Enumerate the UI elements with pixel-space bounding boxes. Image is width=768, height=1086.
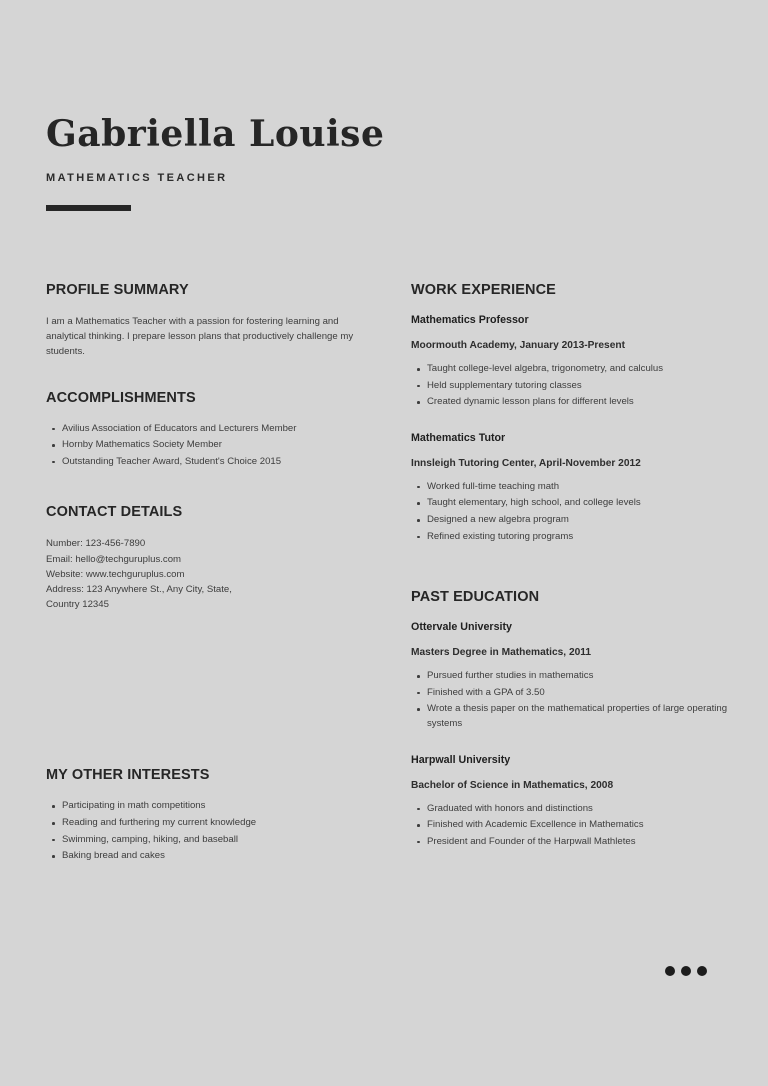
work-points-list: [411, 362, 731, 410]
section-other-interests: [46, 767, 356, 863]
left-column: [46, 282, 356, 866]
list-item: Graduated with honors and distinctions: [411, 802, 731, 817]
header-accent-bar: [46, 205, 131, 211]
education-degree: Masters Degree in Mathematics, 2011: [411, 647, 592, 659]
education-school: Ottervale University: [411, 621, 512, 634]
section-work-experience: [411, 282, 731, 544]
contact-email: Email: hello@techguruplus.com: [46, 553, 182, 565]
list-item: Held supplementary tutoring classes: [411, 379, 731, 394]
education-points-list: [411, 669, 731, 731]
contact-phone: Number: 123-456-7890: [46, 538, 146, 550]
work-experience-heading: WORK EXPERIENCE: [411, 282, 556, 298]
section-profile-summary: [46, 282, 356, 360]
work-entry: [411, 432, 731, 544]
work-organization: Innsleigh Tutoring Center, April-November 2012: [411, 457, 641, 469]
list-item: Baking bread and cakes: [46, 849, 356, 864]
list-item: President and Founder of the Harpwall Mathletes: [411, 835, 731, 850]
spacer-education: [411, 546, 731, 589]
candidate-name: Gabriella Louise: [46, 113, 385, 155]
work-organization: Moormouth Academy, January 2013-Present: [411, 340, 626, 351]
list-item: Reading and furthering my current knowledge: [46, 816, 356, 831]
contact-website: Website: www.techguruplus.com: [46, 568, 185, 580]
dot-icon: [681, 966, 691, 976]
list-item: Outstanding Teacher Award, Student's Choice 2015: [46, 455, 356, 470]
list-item: Taught elementary, high school, and college levels: [411, 496, 731, 511]
list-item: Pursued further studies in mathematics: [411, 669, 731, 684]
spacer-interests: [46, 612, 356, 767]
accomplishments-list: [46, 422, 356, 470]
other-interests-list: [46, 799, 356, 863]
dot-icon: [697, 966, 707, 976]
work-points-list: [411, 480, 731, 544]
list-item: Wrote a thesis paper on the mathematical properties of large operating systems: [411, 702, 731, 731]
spacer-profile: [46, 360, 356, 390]
list-item: Finished with Academic Excellence in Mathematics: [411, 818, 731, 833]
spacer-work-entry: [411, 412, 731, 432]
section-past-education: [411, 589, 731, 849]
list-item: Participating in math competitions: [46, 799, 356, 814]
decorative-dots: [665, 966, 707, 976]
contact-address-line-2: Country 12345: [46, 599, 109, 611]
section-accomplishments: [46, 390, 356, 470]
education-degree: Bachelor of Science in Mathematics, 2008: [411, 779, 614, 791]
work-entry: [411, 314, 731, 410]
list-item: Designed a new algebra program: [411, 513, 731, 528]
candidate-job-title: MATHEMATICS TEACHER: [46, 172, 228, 184]
education-entry: [411, 754, 731, 850]
work-role: Mathematics Professor: [411, 314, 529, 326]
education-points-list: [411, 802, 731, 850]
section-contact-details: [46, 504, 356, 612]
profile-summary-heading: PROFILE SUMMARY: [46, 282, 189, 298]
work-role: Mathematics Tutor: [411, 431, 506, 444]
education-school: Harpwall University: [411, 753, 511, 766]
list-item: Created dynamic lesson plans for different levels: [411, 395, 731, 410]
spacer-education-entry: [411, 734, 731, 754]
past-education-heading: PAST EDUCATION: [411, 589, 540, 606]
contact-details-heading: CONTACT DETAILS: [46, 504, 183, 521]
other-interests-heading: MY OTHER INTERESTS: [46, 767, 210, 784]
list-item: Swimming, camping, hiking, and baseball: [46, 833, 356, 848]
spacer-accomplishments: [46, 471, 356, 504]
education-entry: [411, 621, 731, 731]
list-item: Worked full-time teaching math: [411, 480, 731, 495]
right-column: [411, 282, 731, 851]
contact-details-list: [46, 536, 356, 612]
profile-summary-text: I am a Mathematics Teacher with a passion for fostering learning and analytical thinking. I prepare lesson plans that productively challenge my students.: [46, 316, 354, 358]
list-item: Finished with a GPA of 3.50: [411, 686, 731, 701]
list-item: Taught college-level algebra, trigonometry, and calculus: [411, 362, 731, 377]
list-item: Hornby Mathematics Society Member: [46, 438, 356, 453]
list-item: Avilius Association of Educators and Lecturers Member: [46, 422, 356, 437]
dot-icon: [665, 966, 675, 976]
list-item: Refined existing tutoring programs: [411, 530, 731, 545]
accomplishments-heading: ACCOMPLISHMENTS: [46, 389, 196, 406]
resume-header: [46, 112, 646, 211]
contact-address-line-1: Address: 123 Anywhere St., Any City, State,: [46, 584, 232, 595]
